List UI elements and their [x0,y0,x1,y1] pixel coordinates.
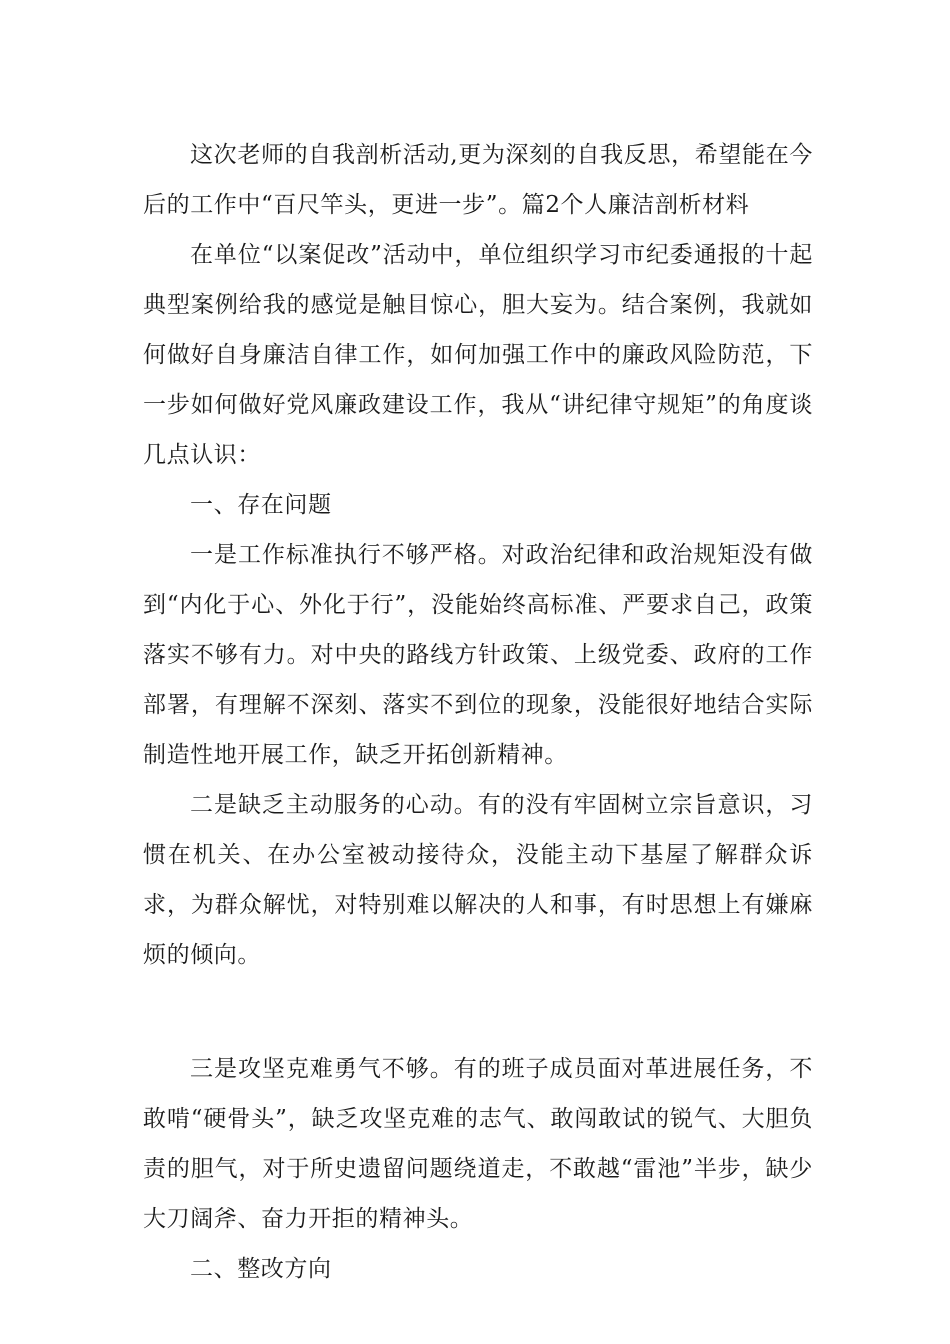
paragraph-context: 在单位“以案促改”活动中，单位组织学习市纪委通报的十起典型案例给我的感觉是触目惊心，胆大妄为。结合案例，我就如何做好自身廉洁自律工作，如何加强工作中的廉政风险防范，下一步如何做好党风廉政建设工作，我从“讲纪律守规矩”的角度谈几点认识： [143,242,813,468]
paragraph-problem-three: 三是攻坚克难勇气不够。有的班子成员面对革进展任务，不敢啃“硬骨头”，缺乏攻坚克难的志气、敢闯敢试的锐气、大胆负责的胆气，对于所史遗留问题绕道走，不敢越“雷池”半步，缺少大刀阔斧、奋力开拒的精神头。 [143,1056,813,1232]
document-body [143,130,813,1294]
paragraph-problem-two: 二是缺乏主动服务的心动。有的没有牢固树立宗旨意识，习惯在机关、在办公室被动接待众，没能主动下基屋了解群众诉求，为群众解忧，对特别难以解决的人和事，有时思想上有嫌麻烦的倾向。 [143,792,813,968]
section-heading-rectification: 二、整改方向 [190,1256,332,1282]
section-heading-problems: 一、存在问题 [190,492,332,518]
paragraph-intro: 这次老师的自我剖析活动,更为深刻的自我反思，希望能在今后的工作中“百尺竿头，更进一步”。篇2个人廉洁剖析材料 [143,142,813,218]
paragraph-problem-one: 一是工作标准执行不够严格。对政治纪律和政治规矩没有做到“内化于心、外化于行”，没能始终高标准、严要求自己，政策落实不够有力。对中央的路线方针政策、上级党委、政府的工作部署，有理解不深刻、落实不到位的现象，没能很好地结合实际制造性地开展工作，缺乏开拓创新精神。 [143,542,813,768]
